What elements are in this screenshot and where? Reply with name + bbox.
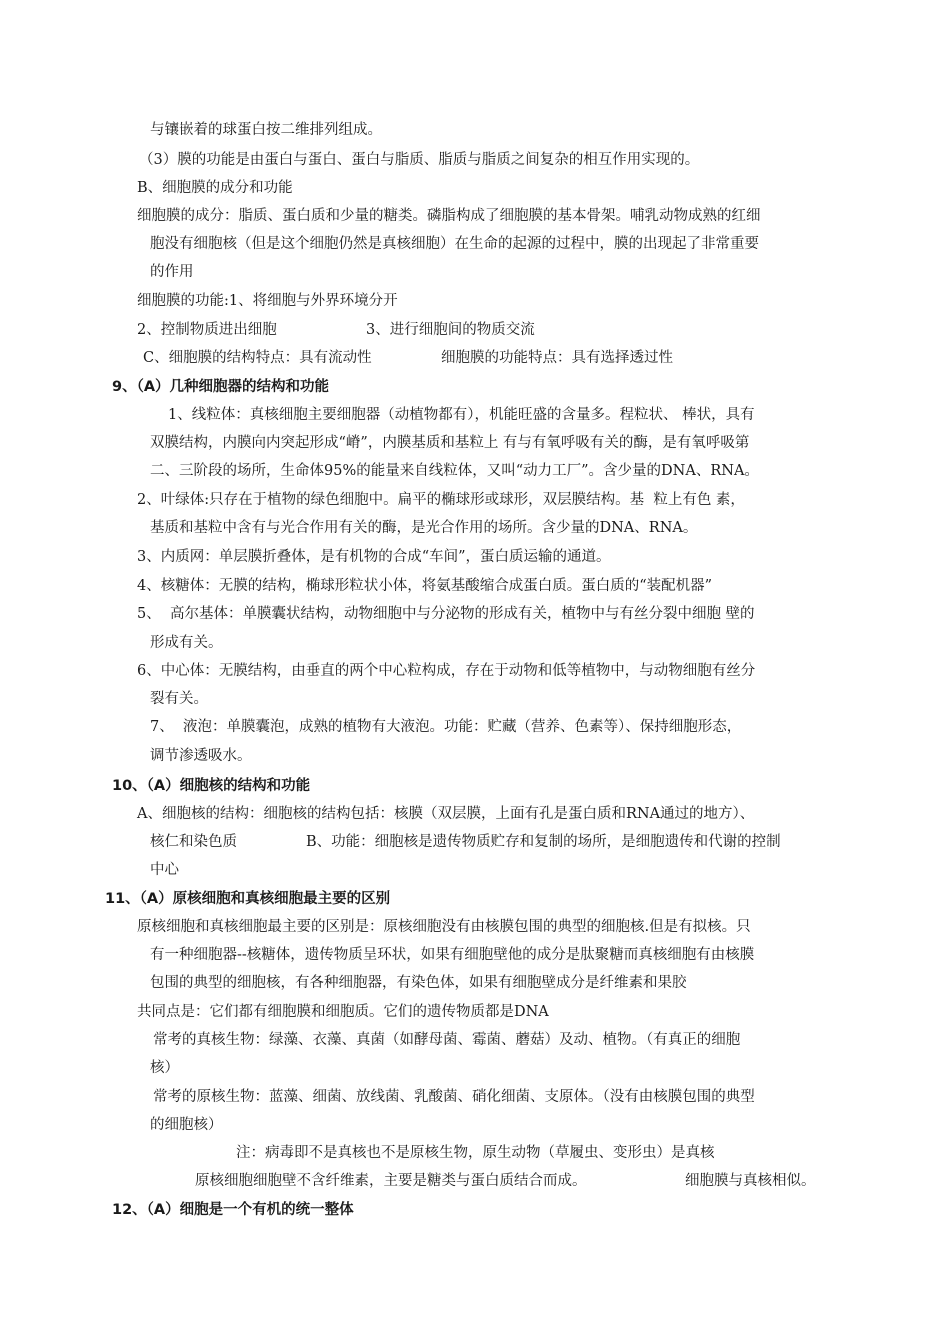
text-line: （3）膜的功能是由蛋白与蛋白、蛋白与脂质、脂质与脂质之间复杂的相互作用实现的。: [139, 152, 700, 168]
text-line: A、细胞核的结构：细胞核的结构包括：核膜（双层膜，上面有孔是蛋白质和RNA通过的地方）、: [137, 806, 755, 822]
text-line: B、细胞膜的成分和功能: [137, 180, 293, 196]
text-line: 核仁和染色质: [150, 834, 237, 850]
section-heading: 12、（A）细胞是一个有机的统一整体: [112, 1202, 354, 1218]
text-line: C、细胞膜的结构特点：具有流动性: [143, 350, 372, 366]
text-line: 基质和基粒中含有与光合作用有关的酶，是光合作用的场所。含少量的DNA、RNA。: [150, 520, 698, 536]
text-line: 1、线粒体：真核细胞主要细胞器（动植物都有），机能旺盛的含量多。程粒状、 棒状，具有: [168, 407, 755, 423]
text-line: 形成有关。: [150, 635, 223, 651]
text-line: 有一种细胞器--核糖体，遗传物质呈环状，如果有细胞壁他的成分是肽聚糖而真核细胞有由核膜: [150, 947, 755, 963]
text-line: B、功能：细胞核是遗传物质贮存和复制的场所，是细胞遗传和代谢的控制: [306, 834, 781, 850]
text-line: 调节渗透吸水。: [150, 748, 252, 764]
text-line: 细胞膜的功能:1、将细胞与外界环境分开: [137, 293, 398, 309]
section-heading: 9、（A）几种细胞器的结构和功能: [112, 379, 330, 395]
text-line: 2、控制物质进出细胞: [137, 322, 277, 338]
text-line: 双膜结构，内膜向内突起形成“嵴”，内膜基质和基粒上 有与有氧呼吸有关的酶，是有氧呼吸第: [150, 435, 750, 451]
text-line: 共同点是：它们都有细胞膜和细胞质。它们的遗传物质都是DNA: [137, 1004, 549, 1020]
section-heading: 10、（A）细胞核的结构和功能: [112, 778, 311, 794]
text-line: 细胞膜与真核相似。: [685, 1173, 816, 1189]
text-line: 二、三阶段的场所，生命体95%的能量来自线粒体，又叫“动力工厂”。含少量的DNA、RNA。: [150, 463, 759, 479]
text-line: 常考的真核生物：绿藻、衣藻、真菌（如酵母菌、霉菌、蘑菇）及动、植物。（有真正的细胞: [153, 1032, 741, 1048]
text-line: 原核细胞和真核细胞最主要的区别是：原核细胞没有由核膜包围的典型的细胞核.但是有拟核。只: [137, 919, 751, 935]
text-line: 5、 高尔基体：单膜囊状结构，动物细胞中与分泌物的形成有关，植物中与有丝分裂中细胞 壁的: [137, 606, 755, 622]
text-line: 3、进行细胞间的物质交流: [366, 322, 535, 338]
text-line: 的细胞核）: [150, 1117, 223, 1133]
text-line: 2、叶绿体:只存在于植物的绿色细胞中。扁平的椭球形或球形，双层膜结构。基 粒上有色 素，: [137, 492, 745, 508]
text-line: 注：病毒即不是真核也不是原核生物，原生动物（草履虫、变形虫）是真核: [236, 1145, 715, 1161]
text-line: 包围的典型的细胞核，有各种细胞器，有染色体，如果有细胞壁成分是纤维素和果胶: [150, 975, 687, 991]
text-line: 常考的原核生物：蓝藻、细菌、放线菌、乳酸菌、硝化细菌、支原体。（没有由核膜包围的典型: [153, 1089, 755, 1105]
text-line: 的作用: [150, 264, 194, 280]
text-line: 胞没有细胞核（但是这个细胞仍然是真核细胞）在生命的起源的过程中，膜的出现起了非常重要: [150, 236, 759, 252]
text-line: 核）: [150, 1060, 179, 1076]
text-line: 4、核糖体：无膜的结构，椭球形粒状小体，将氨基酸缩合成蛋白质。蛋白质的“装配机器”: [137, 578, 713, 594]
text-line: 中心: [150, 862, 179, 878]
text-line: 6、中心体：无膜结构，由垂直的两个中心粒构成，存在于动物和低等植物中，与动物细胞有丝分: [137, 663, 756, 679]
text-line: 与镶嵌着的球蛋白按二维排列组成。: [150, 122, 382, 138]
text-line: 3、内质网：单层膜折叠体，是有机物的合成“车间”，蛋白质运输的通道。: [137, 549, 611, 565]
text-line: 原核细胞细胞壁不含纤维素，主要是糖类与蛋白质结合而成。: [195, 1173, 587, 1189]
text-line: 裂有关。: [150, 691, 208, 707]
text-line: 7、 液泡：单膜囊泡，成熟的植物有大液泡。功能：贮藏（营养、色素等）、保持细胞形态，: [150, 719, 742, 735]
section-heading: 11、（A）原核细胞和真核细胞最主要的区别: [105, 891, 391, 907]
text-line: 细胞膜的功能特点：具有选择透过性: [441, 350, 673, 366]
text-line: 细胞膜的成分：脂质、蛋白质和少量的糖类。磷脂构成了细胞膜的基本骨架。哺乳动物成熟的红细: [137, 208, 761, 224]
